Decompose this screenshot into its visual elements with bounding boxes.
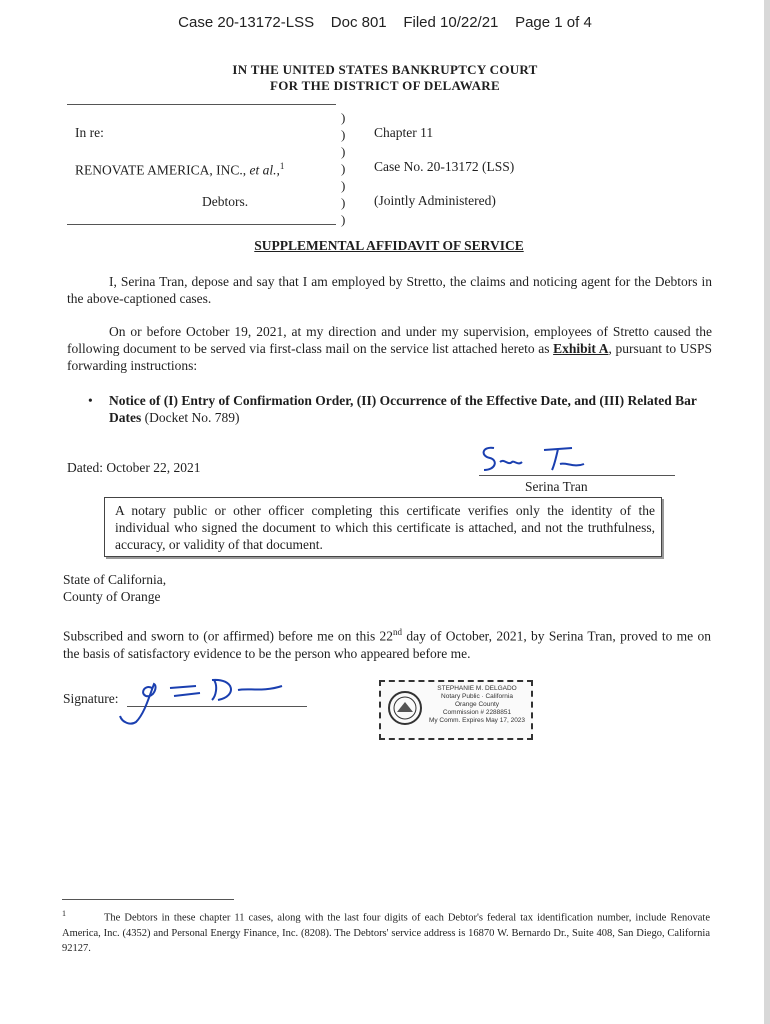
caption-top-rule bbox=[67, 104, 336, 105]
paragraph-2 bbox=[67, 323, 712, 374]
paren: ) bbox=[341, 212, 346, 227]
paren: ) bbox=[341, 144, 346, 159]
footnote-text: The Debtors in these chapter 11 cases, along with the last four digits of each Debtor's federal tax identification number, include Renovate America, Inc. (4352) and Personal Energy Finance, Inc. (8208). The Debtors' service address is 16870 W. Bernardo Dr., Suite 408, San Diego, California 92127. bbox=[62, 912, 710, 954]
docket-number: (Docket No. 789) bbox=[141, 410, 240, 425]
case-number-header: Case 20-13172-LSS bbox=[178, 14, 315, 31]
caption-bottom-rule bbox=[67, 224, 336, 225]
case-no-label: Case No. 20-13172 (LSS) bbox=[374, 159, 515, 174]
debtors-label: Debtors. bbox=[202, 194, 249, 209]
debtor-name bbox=[75, 158, 284, 179]
affiant-signature bbox=[474, 440, 594, 476]
signature-line bbox=[479, 475, 675, 476]
in-re-label: In re: bbox=[75, 125, 104, 140]
chapter-label: Chapter 11 bbox=[374, 125, 434, 140]
seal-commission: Commission # 2288851 bbox=[442, 709, 512, 716]
bullet-item bbox=[109, 392, 712, 426]
court-name bbox=[0, 62, 770, 94]
filed-date: Filed 10/22/21 bbox=[403, 14, 499, 31]
footnote bbox=[62, 906, 710, 956]
jurat-ordinal: nd bbox=[393, 627, 403, 637]
paren: ) bbox=[341, 127, 346, 142]
paren: ) bbox=[341, 110, 346, 125]
exhibit-a-reference: Exhibit A bbox=[553, 341, 609, 356]
paren: ) bbox=[341, 178, 346, 193]
footnote-ref: 1 bbox=[279, 161, 285, 171]
paragraph-2-text-b: , pursuant to USPS forwarding instructions: bbox=[67, 341, 712, 373]
scan-edge bbox=[764, 0, 770, 1024]
paragraph-2-text-a: On or before October 19, 2021, at my direction and under my supervision, employees of Stretto caused the following document to be served via first-class mail on the service list attached hereto as bbox=[67, 324, 712, 356]
notice-title: Notice of (I) Entry of Confirmation Order, (II) Occurrence of the Effective Date, and (III) Related Bar Dates bbox=[109, 393, 697, 425]
seal-county: Orange County bbox=[454, 701, 500, 708]
document-title: SUPPLEMENTAL AFFIDAVIT OF SERVICE bbox=[254, 238, 524, 253]
dated-line: Dated: October 22, 2021 bbox=[67, 460, 201, 475]
affiant-name: Serina Tran bbox=[525, 479, 588, 494]
signature-label: Signature: bbox=[63, 691, 119, 706]
notary-notice-text: A notary public or other officer completing this certificate verifies only the identity of the individual who signed the document to which this certificate is attached, and not the truthfulness, accuracy, or validity of that document. bbox=[115, 503, 655, 552]
jurat-text-a: Subscribed and sworn to (or affirmed) before me on this 22 bbox=[63, 628, 394, 644]
paren: ) bbox=[341, 195, 346, 210]
doc-number: Doc 801 bbox=[330, 14, 387, 31]
paren: ) bbox=[341, 161, 346, 176]
paragraph-1: I, Serina Tran, depose and say that I am employed by Stretto, the claims and noticing agent for the Debtors in the above-captioned cases. bbox=[67, 274, 712, 306]
jurat-paragraph bbox=[63, 624, 711, 662]
court-line-1: IN THE UNITED STATES BANKRUPTCY COURT bbox=[232, 62, 538, 77]
state-seal-icon bbox=[387, 690, 423, 726]
seal-text bbox=[426, 685, 528, 725]
notary-signature bbox=[114, 670, 289, 730]
state-line: State of California, bbox=[63, 572, 167, 587]
footnote-mark: 1 bbox=[62, 909, 66, 918]
seal-expiry: My Comm. Expires May 17, 2023 bbox=[428, 717, 526, 724]
bullet-symbol: • bbox=[88, 393, 93, 408]
seal-title: Notary Public · California bbox=[441, 693, 513, 700]
footnote-rule bbox=[62, 899, 234, 900]
jointly-administered-label: (Jointly Administered) bbox=[374, 193, 496, 208]
notary-seal bbox=[379, 680, 533, 740]
filing-header bbox=[0, 14, 770, 31]
debtor-name-text: RENOVATE AMERICA, INC., bbox=[75, 162, 250, 178]
jurat-text-b: day of October, 2021, by Serina Tran, proved to me on the basis of satisfactory evidence to be the person who appeared before me. bbox=[63, 628, 711, 661]
et-al: et al., bbox=[249, 162, 280, 178]
county-line: County of Orange bbox=[63, 589, 161, 604]
seal-notary-name: STEPHANIE M. DELGADO bbox=[437, 685, 517, 692]
page-number: Page 1 of 4 bbox=[515, 14, 592, 31]
court-line-2: FOR THE DISTRICT OF DELAWARE bbox=[270, 78, 500, 93]
